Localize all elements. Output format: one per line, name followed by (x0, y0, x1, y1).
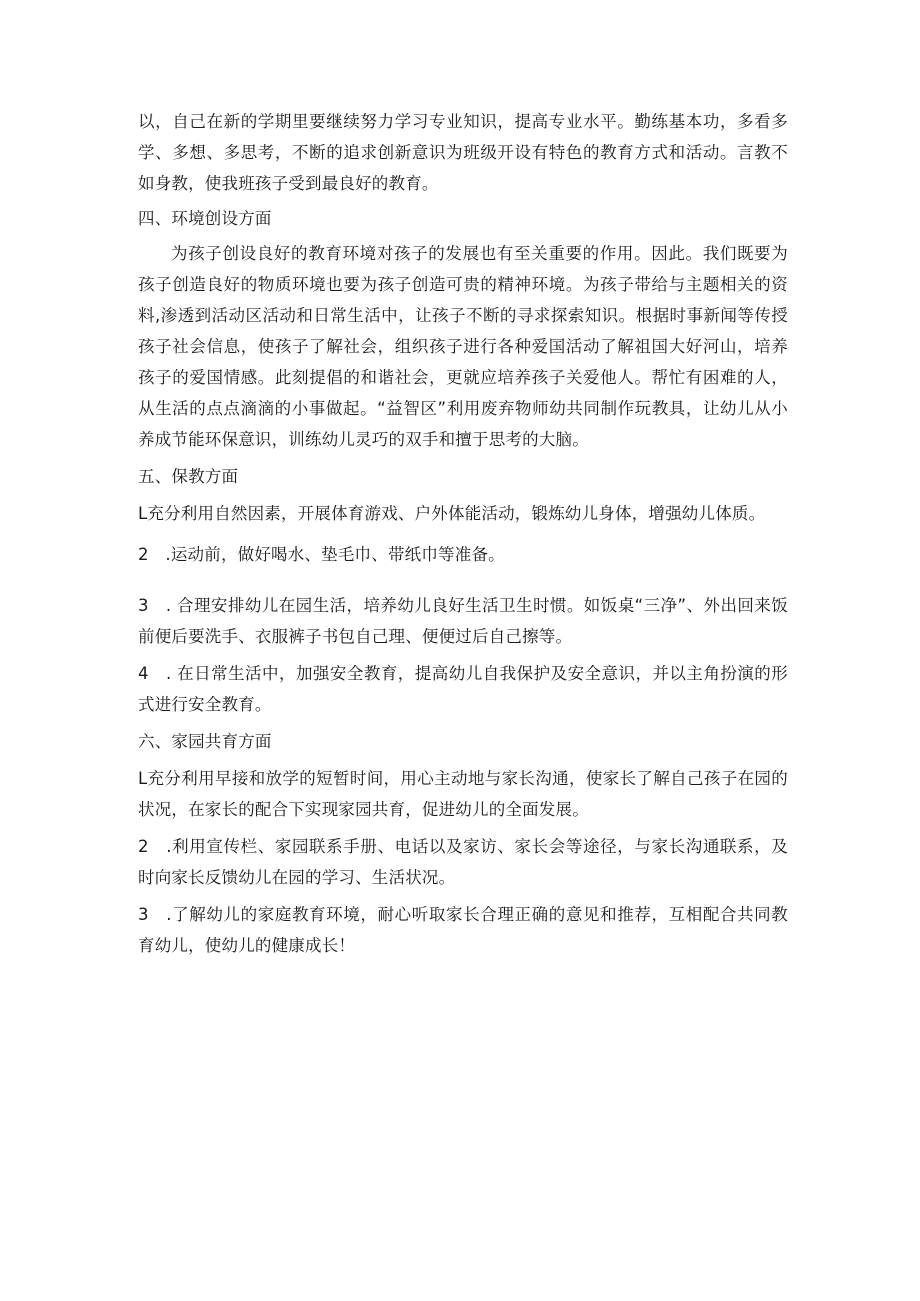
home-school-item-2: 2 .利用宣传栏、家园联系手册、电话以及家访、家长会等途径，与家长沟通联系，及时向家长反馈幼儿在园的学习、生活状况。 (138, 837, 788, 887)
section-heading-environment: 四、环境创设方面 (138, 209, 272, 228)
home-school-item-1: L充分利用早接和放学的短暂时间，用心主动地与家长沟通，使家长了解自己孩子在园的状况，在家长的配合下实现家园共育，促进幼儿的全面发展。 (138, 769, 788, 819)
care-item-4: 4 . 在日常生活中，加强安全教育，提高幼儿自我保护及安全意识，并以主角扮演的形式进行安全教育。 (138, 664, 788, 714)
care-item-3: 3 . 合理安排幼儿在园生活，培养幼儿良好生活卫生时惯。如饭桌“三净”、外出回来饭前便后要洗手、衣服裤子书包自己理、便便过后自己擦等。 (138, 596, 788, 646)
paragraph-intro: 以，自己在新的学期里要继续努力学习专业知识，提高专业水平。勤练基本功，多看多学、多想、多思考，不断的追求创新意识为班级开设有特色的教育方式和活动。言教不如身教，使我班孩子受到最良好的教育。 (138, 112, 788, 193)
care-item-1: L充分利用自然因素，开展体育游戏、户外体能活动，锻炼幼儿身体，增强幼儿体质。 (138, 504, 766, 523)
document-page (138, 106, 788, 961)
paragraph-environment: 为孩子创设良好的教育环境对孩子的发展也有至关重要的作用。因此。我们既要为孩子创造良好的物质环境也要为孩子创造可贵的精神环境。为孩子带给与主题相关的资料,渗透到活动区活动和日常生活中，让孩子不断的寻求探索知识。根据时事新闻等传授孩子社会信息，使孩子了解社会，组织孩子进行各种爱国活动了解祖国大好河山，培养孩子的爱国情感。此刻提倡的和谐社会，更就应培养孩子关爱他人。帮忙有困难的人，从生活的点点滴滴的小事做起。“益智区”利用废弃物师幼共同制作玩教具，让幼儿从小养成节能环保意识，训练幼儿灵巧的双手和擅于思考的大脑。 (138, 244, 788, 449)
section-heading-care: 五、保教方面 (138, 467, 239, 486)
care-item-2: 2 .运动前，做好喝水、垫毛巾、带纸巾等准备。 (138, 545, 505, 564)
home-school-item-3: 3 .了解幼儿的家庭教育环境，耐心听取家长合理正确的意见和推荐，互相配合共同教育幼儿，使幼儿的健康成长！ (138, 905, 788, 955)
section-heading-home-school: 六、家园共育方面 (138, 732, 272, 751)
